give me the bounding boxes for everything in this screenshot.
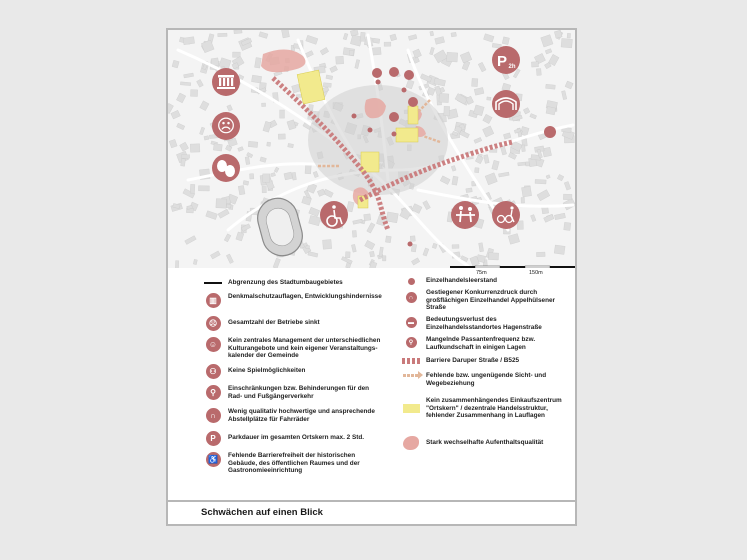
legend-label: Parkdauer im gesamten Ortskern max. 2 Std. [228,434,365,441]
legend-label: Barriere Daruper Straße / B525 [426,357,520,364]
building [251,75,261,83]
legend-label: Mangelnde Passantenfrequenz bzw. Laufkundschaft in einigen Lagen [426,336,536,351]
small-shop-icon [404,70,414,80]
building [181,159,186,167]
building [204,136,209,140]
legend-label: Fehlende Barrierefreiheit der historischen Gebäude, des öffentlichen Raumes und der Gastronomieeinrichtung [228,452,360,475]
building [250,174,254,179]
shop-icon: ▬ [406,317,417,328]
building [518,162,526,166]
building [216,199,227,209]
building [487,97,491,100]
scale-label-75m: 75m [476,270,487,276]
pedestrian-cyclist-icon: ⚲ [206,385,221,400]
legend-item-culture [202,337,382,360]
building [536,69,541,76]
legend-item-vacancy [400,277,570,285]
building [382,256,386,261]
building [323,239,332,249]
town-map [168,30,575,268]
legend-item-sightline [400,372,570,387]
retail-pressure-icon [492,90,520,118]
building [535,179,546,184]
legend-item-competition [400,289,570,312]
legend-label: Kein zusammenhängendes Einkaufszentrum "Ortskern" / dezentrale Handelsstruktur, fehlender Zusammenhang in Lauflagen [426,397,562,420]
legend-item-bike-parking [202,408,382,423]
parking-glyph: P [496,53,508,70]
building [444,106,450,116]
building [385,236,391,243]
building [410,236,415,242]
small-pedestrian-icon [408,97,418,107]
parking-2h-icon [492,46,520,74]
legend-item-barrier [400,357,570,365]
building [521,197,525,203]
building [248,141,258,147]
scale-label-150m: 150m [529,270,543,276]
legend-label: Gestiegener Konkurrenzdruck durch großflächigen Einzelhandel Appelhülsener Straße [426,289,556,312]
building [561,38,572,47]
building [370,251,375,257]
playing-children-icon [451,201,479,229]
sad-face-glyph: ☹ [216,116,236,137]
monument-icon [212,68,240,96]
building [267,142,271,146]
building [336,56,344,64]
retail-pressure-icon: ∩ [406,292,417,303]
building [536,252,545,257]
building [288,143,294,147]
building [386,212,398,223]
building [218,33,227,37]
legend-label: Kein zentrales Management der unterschiedlichen Kulturangebote und kein eigener Veranstaltungs-kalender der Gemeinde [228,337,381,360]
building [349,51,353,56]
building [345,252,350,258]
building [554,245,565,254]
building [451,32,457,37]
pink-blob-symbol [403,436,419,450]
building [278,134,285,139]
small-bike-rack-icon [544,126,556,138]
building [452,245,459,249]
building [323,83,331,88]
building [564,222,571,230]
building [213,144,222,151]
wheelchair-icon: ♿ [206,452,221,467]
legend-label: Bedeutungsverlust des Einzelhandelsstandortes Hagenstraße [426,316,542,331]
legend-label: Fehlende bzw. ungenügende Sicht- und Wegebeziehung [426,372,547,387]
building [190,184,195,193]
pedestrian-icon: ⚲ [406,337,417,348]
arrow-connection-symbol [403,374,419,377]
legend-item-shopping-center [400,397,570,420]
legend-label: Gesamtzahl der Betriebe sinkt [228,319,320,326]
small-shop-icon [389,67,399,77]
yellow-area-symbol [403,404,420,413]
barrier-line-symbol [402,358,420,364]
legend-label: Stark wechselhafte Aufenthaltsqualität [426,439,544,446]
legend-item-traffic [202,385,382,400]
legend-label: Keine Spielmöglichkeiten [228,367,306,374]
building [262,186,266,193]
building [280,110,285,118]
building [531,62,538,67]
small-retail-icon [372,68,382,78]
playing-children-icon: ⚇ [206,364,221,379]
building [306,245,310,249]
legend-item-passersby [400,336,570,351]
monument-icon: ▥ [206,293,221,308]
building [360,32,365,41]
sad-face-icon: ☹ [206,316,221,331]
bike-rack-icon: ∩ [206,408,221,423]
building [262,103,266,107]
legend [168,268,575,504]
building [526,162,530,166]
theater-masks-icon: ☺ [206,337,221,352]
building [546,84,556,89]
boundary-line-symbol [204,282,222,284]
legend-label: Abgrenzung des Stadtumbaugebietes [228,279,343,286]
building [488,253,498,260]
building [190,144,200,153]
legend-label: Einschränkungen bzw. Behinderungen für den Rad- und Fußgängerverkehr [228,385,370,400]
building [521,145,525,152]
poster-title: Schwächen auf einen Blick [201,507,323,518]
building [182,155,190,158]
building [263,174,270,182]
building [364,214,371,221]
legend-item-hagenstrasse [400,316,570,331]
building [466,188,473,193]
pedestrian-cyclist-icon [492,201,520,229]
legend-item-parking [202,431,382,446]
legend-item-playground [202,364,382,379]
legend-item-accessibility [202,452,382,475]
small-monument-icon [389,112,399,122]
building [522,186,532,197]
building [563,194,572,200]
legend-label: Einzelhandelsleerstand [426,277,498,284]
building [226,204,231,208]
sad-face-icon [212,112,240,140]
building [183,37,195,45]
parking-2h-icon: P [206,431,221,446]
building [373,38,380,43]
building [567,33,571,38]
building [439,93,449,102]
building [475,168,480,173]
vacancy-dot-symbol [408,278,415,285]
building [352,230,356,237]
building [198,186,209,191]
legend-item-boundary [202,279,382,287]
building [446,52,457,62]
building [175,261,179,268]
legend-item-businesses [202,316,382,331]
building [502,37,509,45]
legend-label: Denkmalschutzauflagen, Entwicklungshindernisse [228,293,382,300]
footer [168,500,575,524]
wheelchair-icon [320,201,348,229]
theater-masks-icon [212,154,240,182]
legend-item-quality [400,436,570,450]
legend-item-monument [202,293,382,308]
building [305,165,311,174]
parking-duration-glyph: 2h [508,64,516,70]
building [472,78,478,86]
legend-label: Wenig qualitativ hochwertige und ansprechende Abstellplätze für Fahrräder [228,408,375,423]
building [384,42,391,46]
building [234,30,242,34]
building [282,30,290,38]
building [190,90,197,97]
building [430,31,434,36]
poster-frame [166,28,577,526]
building [233,52,241,57]
